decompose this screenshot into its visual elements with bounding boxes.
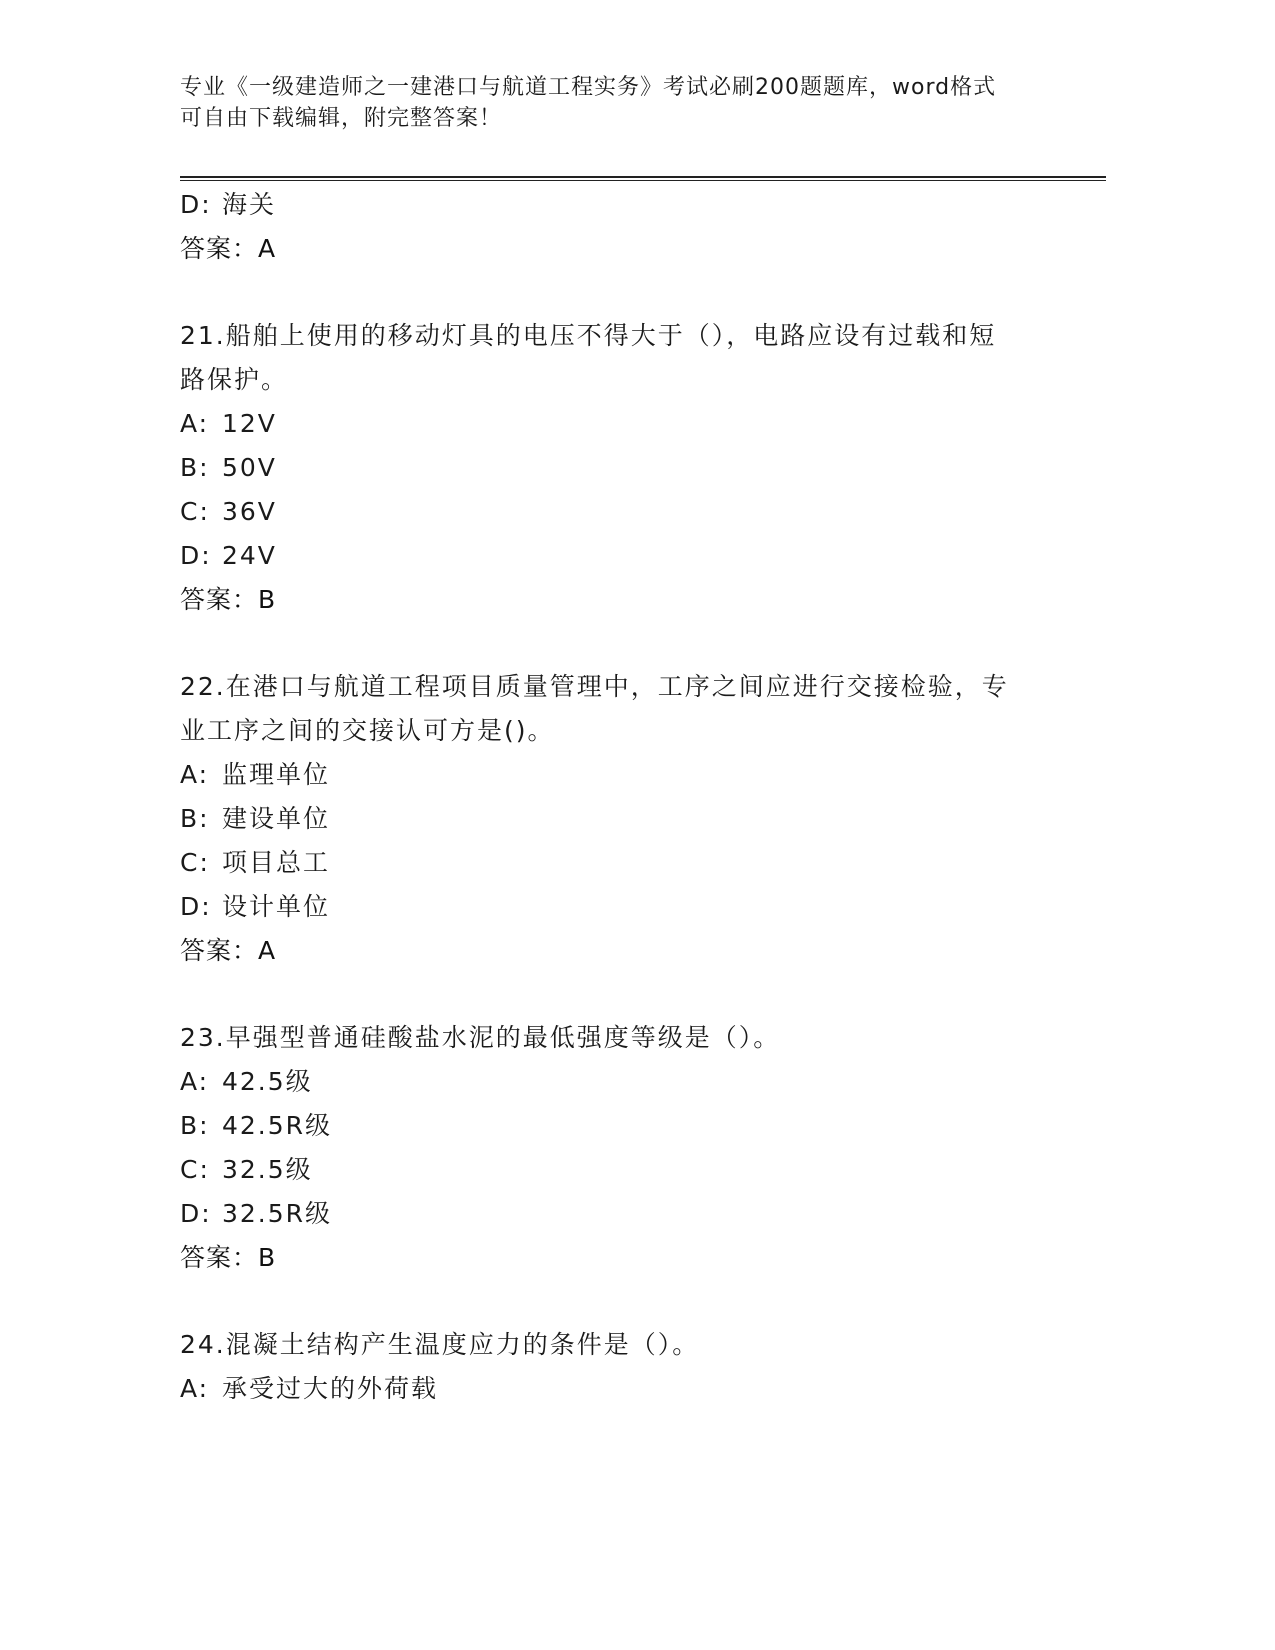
document-header xyxy=(180,72,1040,134)
option-c xyxy=(180,841,1040,885)
option-letter: A: xyxy=(180,760,210,789)
option-c xyxy=(180,1148,1040,1192)
option-text: 24V xyxy=(222,541,277,570)
question-stem-line: 路保护。 xyxy=(180,365,289,394)
option-text: 42.5R级 xyxy=(222,1111,333,1140)
option-d xyxy=(180,1192,1040,1236)
question-stem-line: 24.混凝土结构产生温度应力的条件是（）。 xyxy=(180,1330,700,1359)
option-b xyxy=(180,446,1040,490)
option-a xyxy=(180,1367,1040,1411)
spacer xyxy=(180,271,1040,314)
option-text: 海关 xyxy=(222,190,277,219)
answer-label: 答案：A xyxy=(180,936,277,965)
option-text: 32.5级 xyxy=(222,1155,313,1184)
option-letter: D: xyxy=(180,892,212,921)
answer-label: 答案：B xyxy=(180,1243,277,1272)
option-text: 设计单位 xyxy=(222,892,331,921)
option-letter: D: xyxy=(180,541,212,570)
option-text: 项目总工 xyxy=(222,848,331,877)
question-24 xyxy=(180,1323,1040,1367)
option-b xyxy=(180,797,1040,841)
option-letter: B: xyxy=(180,453,210,482)
option-text: 42.5级 xyxy=(222,1067,313,1096)
option-letter: B: xyxy=(180,804,210,833)
option-letter: A: xyxy=(180,1374,210,1403)
option-d xyxy=(180,183,1040,227)
spacer xyxy=(180,973,1040,1016)
option-b xyxy=(180,1104,1040,1148)
option-text: 监理单位 xyxy=(222,760,331,789)
option-letter: D: xyxy=(180,1199,212,1228)
answer-label: 答案：B xyxy=(180,585,277,614)
option-text: 承受过大的外荷载 xyxy=(222,1374,439,1403)
header-line-1: 专业《一级建造师之一建港口与航道工程实务》考试必刷200题题库，word格式 xyxy=(180,75,997,100)
question-23 xyxy=(180,1016,1040,1060)
option-text: 12V xyxy=(222,409,277,438)
spacer xyxy=(180,622,1040,665)
header-line-2: 可自由下载编辑，附完整答案！ xyxy=(180,106,503,131)
question-22 xyxy=(180,665,1040,753)
option-text: 建设单位 xyxy=(222,804,331,833)
option-a xyxy=(180,402,1040,446)
option-letter: C: xyxy=(180,848,210,877)
option-c xyxy=(180,490,1040,534)
answer-label: 答案：A xyxy=(180,234,277,263)
question-stem-line: 22.在港口与航道工程项目质量管理中，工序之间应进行交接检验，专 xyxy=(180,672,1009,701)
option-letter: A: xyxy=(180,1067,210,1096)
option-letter: B: xyxy=(180,1111,210,1140)
header-divider xyxy=(180,176,1106,181)
option-a xyxy=(180,1060,1040,1104)
question-stem-line: 21.船舶上使用的移动灯具的电压不得大于（），电路应设有过载和短 xyxy=(180,321,997,350)
option-d xyxy=(180,534,1040,578)
option-text: 36V xyxy=(222,497,277,526)
question-stem-line: 业工序之间的交接认可方是()。 xyxy=(180,716,555,745)
option-a xyxy=(180,753,1040,797)
option-d xyxy=(180,885,1040,929)
option-letter: D: xyxy=(180,190,212,219)
option-letter: C: xyxy=(180,1155,210,1184)
spacer xyxy=(180,1280,1040,1323)
question-stem-line: 23.早强型普通硅酸盐水泥的最低强度等级是（）。 xyxy=(180,1023,781,1052)
question-21 xyxy=(180,314,1040,402)
option-letter: C: xyxy=(180,497,210,526)
option-text: 32.5R级 xyxy=(222,1199,333,1228)
question-list xyxy=(180,183,1040,1411)
option-text: 50V xyxy=(222,453,277,482)
option-letter: A: xyxy=(180,409,210,438)
